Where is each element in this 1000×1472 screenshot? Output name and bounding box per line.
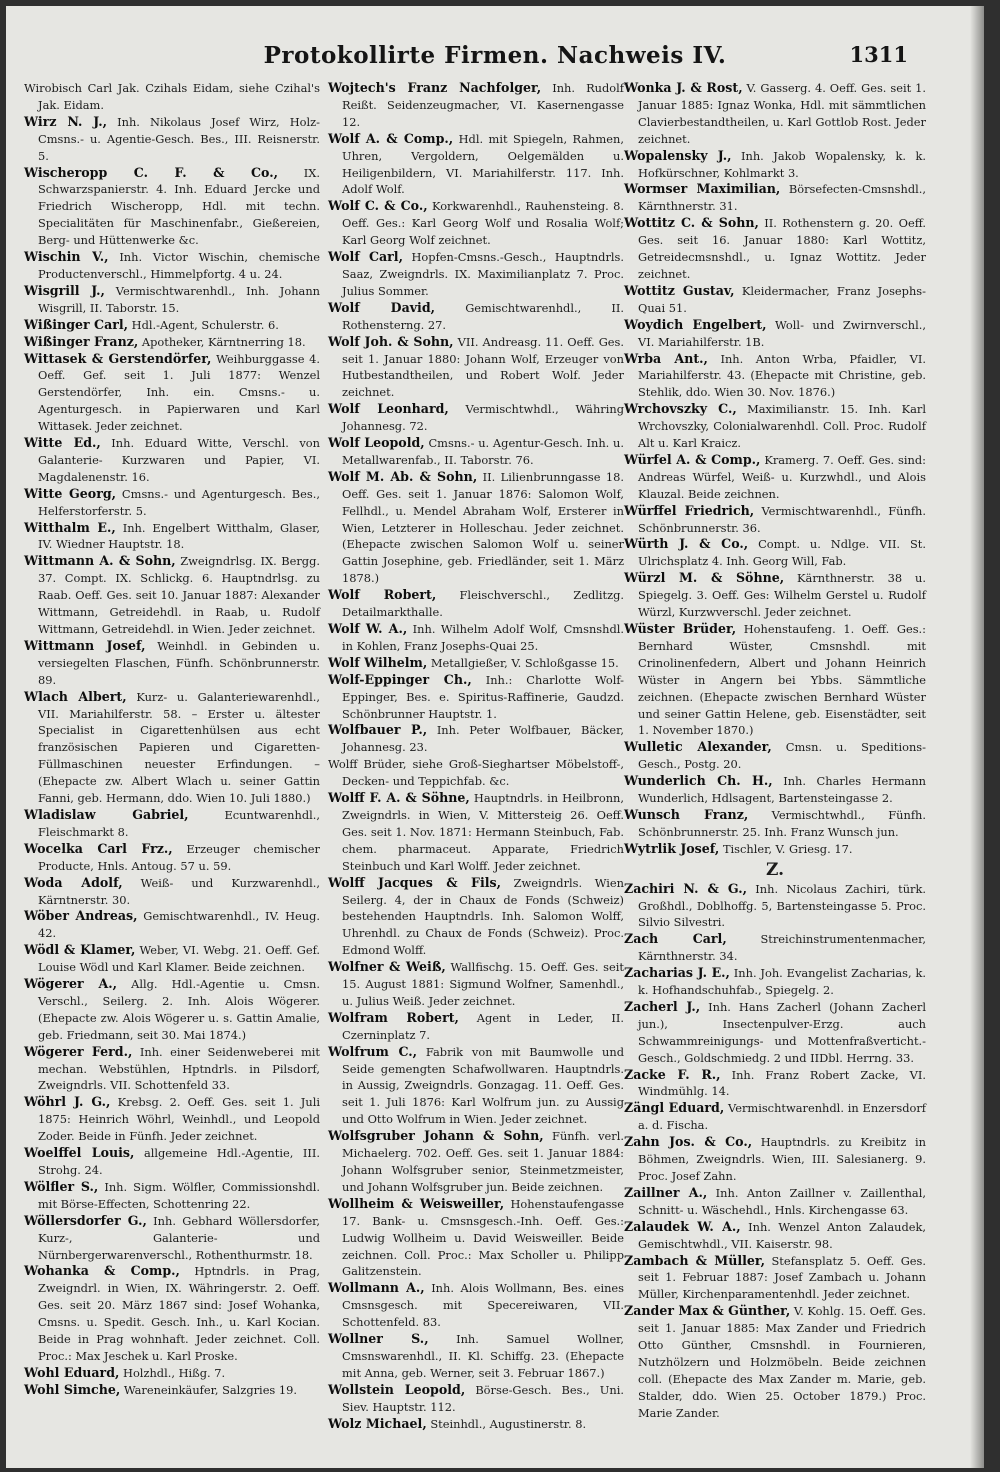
- entry-text: Gemischtwarenhdl., II. Rothensterng. 27.: [342, 300, 624, 332]
- entry-text: Inh. Gebhard Wöllersdorfer, Kurz-, Galanterie- und Nürnbergerwarenverschl., Rothenthurmstr. 18.: [38, 1213, 320, 1262]
- firm-name: Wulletic Alexander,: [624, 739, 772, 755]
- firm-name: Wölfler S.,: [24, 1178, 99, 1194]
- firm-name: Wollstein Leopold,: [328, 1381, 466, 1397]
- firm-name: Wittmann Josef,: [24, 637, 146, 653]
- entry-text: II. Lilienbrunngasse 18. Oeff. Ges. seit 1. Januar 1876: Salomon Wolf, Fellhdl., u. Mendel Abraham Wolf, Ersterer in Wien, Letzterer in Holleschau. Jeder zeichnet. (Ehepacte zwischen Salomon Wolf u. seiner Gattin Josephine, geb. Friedländer, seit 1. März 1878.): [342, 469, 625, 586]
- entry-text: Kramerg. 7. Oeff. Ges. sind: Andreas Würfel, Weiß- u. Kurzwhdl., und Alois Klauzal. Beide zeichnen.: [638, 452, 926, 501]
- directory-entry: [328, 1280, 624, 1331]
- directory-entry: [24, 283, 320, 317]
- entry-text: Weihburggasse 4. Oeff. Gef. seit 1. Juli 1877: Wenzel Gerstendörfer, Inh. ein. Cmsns.- u. Agenturgesch. in Papierwaren und Karl Wittasek. Jeder zeichnet.: [38, 351, 321, 434]
- firm-name: Wöhrl J. G.,: [24, 1094, 111, 1110]
- directory-entry: [24, 80, 320, 114]
- firm-name: Wüster Brüder,: [624, 621, 737, 636]
- entry-text: Inh. Hans Zacherl (Johann Zacherl jun.), Insectenpulver-Erzg. auch Schwammreinigungs- und Mottenfraßverticht.-Gesch., Goldschmiedg. 2 und IIDbl. Herrng. 33.: [638, 999, 926, 1065]
- firm-name: Wolf Joh. & Sohn,: [328, 333, 454, 349]
- directory-entry: [624, 80, 926, 148]
- directory-entry: [24, 841, 320, 875]
- directory-entry: [328, 756, 624, 790]
- firm-name: Zaillner A.,: [624, 1184, 708, 1200]
- firm-name: Wytrlik Josef,: [624, 840, 720, 856]
- directory-entry: [24, 165, 320, 250]
- entry-text: Inh. Nikolaus Josef Wirz, Holz-Cmsns.- u. Agentie-Gesch. Bes., III. Reisnerstr. 5.: [38, 114, 320, 163]
- entry-text: II. Rothenstern g. 20. Oeff. Ges. seit 16. Januar 1880: Karl Wottitz, Getreidecmsnshdl., u. Ignaz Wottitz. Jeder zeichnet.: [638, 216, 927, 281]
- firm-name: Wögerer Ferd.,: [24, 1043, 133, 1059]
- entry-text: Inh.: Charlotte Wolf-Eppinger, Bes. e. Spiritus-Raffinerie, Gaudzd. Schönbrunner Hauptstr. 1.: [342, 672, 625, 721]
- page-title: Protokollirte Firmen. Nachweis IV.: [263, 42, 727, 69]
- directory-entry: [328, 334, 624, 402]
- firm-name: Zängl Eduard,: [624, 1100, 725, 1116]
- directory-entry: [24, 249, 320, 283]
- directory-entry: [24, 334, 320, 351]
- entry-text: Inh. Anton Wrba, Pfaidler, VI. Mariahilferstr. 43. (Ehepacte mit Christine, geb. Stehlik, ddo. Wien 30. Nov. 1876.): [638, 351, 927, 400]
- directory-entry: [624, 881, 926, 932]
- directory-entry: [24, 553, 320, 638]
- directory-entry: [624, 621, 926, 739]
- firm-name: Wrchovszky C.,: [624, 401, 737, 417]
- entry-text: Vermischtwarenhdl., Inh. Johann Wisgrill, II. Taborstr. 15.: [38, 283, 321, 315]
- entry-text: Inh. Alois Wollmann, Bes. eines Cmsnsgesch. mit Specereiwaren, VII. Schottenfeld. 83.: [342, 1281, 625, 1330]
- entry-text: Metallgießer, V. Schloßgasse 15.: [430, 655, 619, 670]
- directory-entry: [624, 351, 926, 402]
- firm-name: Wisgrill J.,: [24, 282, 105, 298]
- directory-entry: [328, 198, 624, 249]
- entry-text: V. Kohlg. 15. Oeff. Ges. seit 1. Januar 1885: Max Zander und Friedrich Otto Günther, Cmsnshdl. in Fournieren, Nutzhölzern und Holzmöbeln. Beide zeichnen coll. (Ehepacte des Max Zander m. Marie, geb. Stalder, ddo. Wien 25. October 1879.) Proc. Marie Zander.: [638, 1304, 926, 1420]
- directory-entry: [24, 1263, 320, 1364]
- entry-text: Stefansplatz 5. Oeff. Ges. seit 1. Februar 1887: Josef Zambach u. Johann Müller, Kirchenparamentenhdl. Jeder zeichnet.: [638, 1253, 927, 1302]
- firm-name: Wirz N. J.,: [24, 113, 108, 129]
- entry-text: Allg. Hdl.-Agentie u. Cmsn. Verschl., Seilerg. 2. Inh. Alois Wögerer. (Ehepacte zw. Alois Wögerer u. s. Gattin Amalie, geb. Friedmann, seit 30. Mai 1874.): [38, 977, 320, 1042]
- entry-text: Hauptndrls. zu Kreibitz in Böhmen, Zweigndrls. Wien, III. Salesianerg. 9. Proc. Josef Zahn.: [638, 1135, 926, 1183]
- directory-entry: [24, 317, 320, 334]
- firm-name: Wohanka & Comp.,: [24, 1263, 180, 1279]
- entry-text: Wareneinkäufer, Salzgries 19.: [123, 1382, 298, 1397]
- firm-name: Wolz Michael,: [328, 1415, 427, 1431]
- entry-text: Erzeuger chemischer Producte, Hnls. Antoug. 57 u. 59.: [38, 841, 320, 873]
- entry-text: Fabrik von mit Baumwolle und Seide gemengten Schafwollwaren. Hauptndrls. in Aussig, Zweigndrls. Gonzagag. 11. Oeff. Ges. seit 1. Juli 1876: Karl Wolfrum jun. zu Aussig und Otto Wolfrum in Wien. Jeder zeichnet.: [342, 1044, 625, 1127]
- directory-entry: [624, 807, 926, 841]
- column-right: [624, 80, 926, 1422]
- directory-entry: [24, 908, 320, 942]
- entry-text: Inh. Franz Robert Zacke, VI. Windmühlg. 14.: [638, 1067, 927, 1099]
- entry-text: Maximilianstr. 15. Inh. Karl Wrchovszky, Colonialwarenhdl. Coll. Proc. Rudolf Alt u. Karl Kraicz.: [638, 402, 926, 451]
- firm-name: Wohl Simche,: [24, 1381, 121, 1397]
- firm-name: Wojtech's Franz Nachfolger,: [328, 80, 542, 95]
- firm-name: Wopalensky J.,: [624, 147, 732, 163]
- directory-entry: [624, 739, 926, 773]
- directory-entry: [24, 1145, 320, 1179]
- directory-entry: [328, 435, 624, 469]
- directory-entry: [624, 503, 926, 537]
- entry-text: Cmsns.- und Agenturgesch. Bes., Helferstorferstr. 5.: [38, 486, 320, 518]
- entry-text: Inh. Joh. Evangelist Zacharias, k. k. Hofhandschuhfab., Spiegelg. 2.: [638, 966, 927, 998]
- directory-entry: [328, 80, 624, 131]
- firm-name: Wolf C. & Co.,: [328, 198, 428, 214]
- directory-entry: [624, 317, 926, 351]
- firm-name: Wödl & Klamer,: [24, 942, 136, 958]
- firm-name: Wögerer A.,: [24, 976, 118, 992]
- entry-text: allgemeine Hdl.-Agentie, III. Strohg. 24.: [38, 1146, 320, 1177]
- firm-name: Wormser Maximilian,: [624, 181, 781, 197]
- entry-text: Compt. u. Ndlge. VII. St. Ulrichsplatz 4. Inh. Georg Will, Fab.: [638, 537, 926, 569]
- directory-entry: [624, 1100, 926, 1134]
- directory-entry: [624, 1185, 926, 1219]
- firm-name: Wolf M. Ab. & Sohn,: [328, 468, 478, 484]
- firm-name: Würth J. & Co.,: [624, 536, 749, 552]
- firm-name: Woydich Engelbert,: [624, 316, 767, 332]
- firm-name: Wolf Robert,: [328, 587, 437, 603]
- entry-text: Vermischtwarenhdl., Fünfh. Schönbrunnerstr. 36.: [638, 503, 927, 535]
- entry-text: Holzhdl., Hißg. 7.: [123, 1365, 226, 1380]
- firm-name: Wollheim & Weisweiller,: [328, 1195, 505, 1211]
- directory-entry: [24, 435, 320, 486]
- directory-entry: [328, 655, 624, 672]
- entry-text: Weiß- und Kurzwarenhdl., Kärntnerstr. 30.: [38, 875, 320, 907]
- directory-entry: [24, 351, 320, 436]
- directory-entry: [624, 841, 926, 858]
- firm-name: Wolf Wilhelm,: [328, 654, 428, 670]
- firm-name: Witte Ed.,: [24, 435, 101, 451]
- entry-text: Inh. Rudolf Reißt. Seidenzeugmacher, VI. Kasernengasse 12.: [342, 81, 624, 129]
- firm-name: Wischin V.,: [24, 249, 109, 265]
- directory-entry: [624, 401, 926, 452]
- firm-name: Woda Adolf,: [24, 874, 123, 890]
- directory-entry: [24, 1179, 320, 1213]
- firm-name: Wollmann A.,: [328, 1280, 425, 1296]
- page-header: [6, 42, 984, 74]
- firm-name: Zachiri N. & G.,: [624, 880, 748, 896]
- directory-entry: [328, 722, 624, 756]
- directory-entry: [624, 536, 926, 570]
- firm-name: Wöllersdorfer G.,: [24, 1212, 147, 1228]
- entry-text: Hdl.-Agent, Schulerstr. 6.: [131, 317, 279, 332]
- directory-entry: [24, 875, 320, 909]
- entry-text: Steinhdl., Augustinerstr. 8.: [430, 1416, 587, 1431]
- firm-name: Wonka J. & Rost,: [624, 80, 743, 95]
- firm-name: Wittmann A. & Sohn,: [24, 553, 176, 569]
- entry-text: Wallfischg. 15. Oeff. Ges. seit 15. August 1881: Sigmund Wolfner, Samenhdl., u. Julius Weiß. Jeder zeichnet.: [342, 960, 624, 1008]
- directory-entry: [328, 249, 624, 300]
- entry-text: Tischler, V. Griesg. 17.: [722, 841, 853, 856]
- section-letter: Z.: [765, 859, 785, 880]
- directory-entry: [624, 1219, 926, 1253]
- entry-text: Hdl. mit Spiegeln, Rahmen, Uhren, Vergoldern, Oelgemälden u. Heiligenbildern, VI. Mariahilferstr. 117. Inh. Adolf Wolf.: [342, 131, 624, 197]
- directory-entry: [328, 790, 624, 875]
- entry-text: Wirobisch Carl Jak. Czihals Eidam, siehe Czihal's Jak. Eidam.: [24, 81, 320, 112]
- entry-text: Gemischtwarenhdl., IV. Heug. 42.: [38, 909, 321, 941]
- firm-name: Wladislaw Gabriel,: [24, 806, 189, 822]
- firm-name: Zacke F. R.,: [624, 1066, 721, 1082]
- entry-text: Inh. Charles Hermann Wunderlich, Hdlsagent, Bartensteingasse 2.: [638, 774, 927, 806]
- directory-entry: [328, 1382, 624, 1416]
- entry-text: Fleischverschl., Zedlitzg. Detailmarkthalle.: [342, 588, 625, 620]
- entry-text: Ecuntwarenhdl., Fleischmarkt 8.: [38, 807, 321, 839]
- entry-text: Kleidermacher, Franz Josephs-Quai 51.: [638, 283, 926, 315]
- directory-entry: [328, 1196, 624, 1281]
- directory-entry: [624, 215, 926, 283]
- directory-entry: [624, 181, 926, 215]
- entry-text: Streichinstrumentenmacher, Kärnthnerstr. 34.: [638, 932, 926, 964]
- directory-entry: [328, 875, 624, 960]
- firm-name: Woelffel Louis,: [24, 1145, 135, 1161]
- directory-entry: [24, 114, 320, 165]
- entry-text: Weinhdl. in Gebinden u. versiegelten Flaschen, Fünfh. Schönbrunnerstr. 89.: [38, 638, 321, 687]
- directory-entry: [24, 807, 320, 841]
- entry-text: Inh. Sigm. Wölfler, Commissionshdl. mit Börse-Effecten, Schottenring 22.: [38, 1179, 321, 1211]
- entry-text: Fünfh. verl. Michaelerg. 702. Oeff. Ges. seit 1. Januar 1884: Johann Wolfsgruber senior, Steinmetzmeister, und Johann Wolfsgruber jun. Beide zeichnen.: [342, 1129, 625, 1194]
- firm-name: Wolff Jacques & Fils,: [328, 874, 501, 890]
- entry-text: IX. Schwarzspanierstr. 4. Inh. Eduard Jercke und Friedrich Wischeropp, Hdl. mit techn. Specialitäten für Maschinenfabr., Gießereien, Berg- und Hüttenwerke &c.: [38, 165, 321, 248]
- entry-text: Cmsn. u. Speditions-Gesch., Postg. 20.: [638, 740, 926, 772]
- firm-name: Wottitz C. & Sohn,: [624, 215, 759, 231]
- directory-entry: [624, 1067, 926, 1101]
- entry-text: Vermischtwhdl., Währing Johannesg. 72.: [342, 402, 625, 434]
- firm-name: Wolf Leonhard,: [328, 401, 449, 417]
- directory-entry: [328, 1416, 624, 1433]
- page-edge-shadow: [970, 6, 984, 1468]
- entry-text: Hptndrls. in Prag, Zweigndrl. in Wien, IX. Währingerstr. 2. Oeff. Ges. seit 20. März 1867 sind: Josef Wohanka, Cmsns. u. Spedit. Gesch. Inh., u. Karl Kocian. Beide in Prag wohnhaft. Jeder zeichnet. Coll. Proc.: Max Jeschek u. Karl Proske.: [38, 1264, 320, 1363]
- firm-name: Wottitz Gustav,: [624, 282, 735, 298]
- entry-text: Inh. einer Seidenweberei mit mechan. Webstühlen, Hptndrls. in Pilsdorf, Zweigndrls. VII. Schottenfeld 33.: [38, 1044, 320, 1093]
- firm-name: Wolf David,: [328, 299, 436, 315]
- entry-text: Cmsns.- u. Agentur-Gesch. Inh. u. Metallwarenfab., II. Taborstr. 76.: [342, 436, 624, 467]
- firm-name: Wißinger Franz,: [24, 333, 139, 349]
- firm-name: Zambach & Müller,: [624, 1252, 766, 1268]
- firm-name: Wischeropp C. F. & Co.,: [24, 164, 278, 180]
- entry-text: Inh. Anton Zaillner v. Zaillenthal, Schnitt- u. Wäschehdl., Hnls. Kirchengasse 63.: [638, 1185, 926, 1217]
- firm-name: Wolf Carl,: [328, 249, 403, 265]
- entry-text: Börse-Gesch. Bes., Uni. Siev. Hauptstr. 112.: [342, 1382, 624, 1414]
- directory-entry: [24, 1382, 320, 1399]
- entry-text: Inh. Peter Wolfbauer, Bäcker, Johannesg. 23.: [342, 723, 624, 755]
- firm-name: Würfel A. & Comp.,: [624, 451, 761, 467]
- firm-name: Wolfsgruber Johann & Sohn,: [328, 1128, 544, 1144]
- entry-text: Vermischtwhdl., Fünfh. Schönbrunnerstr. 25. Inh. Franz Wunsch jun.: [638, 807, 926, 839]
- firm-name: Würzl M. & Söhne,: [624, 570, 785, 586]
- firm-name: Zahn Jos. & Co.,: [624, 1134, 753, 1150]
- directory-page: [6, 6, 984, 1468]
- entry-text: Kärnthnerstr. 38 u. Spiegelg. 3. Oeff. Ges: Wilhelm Gerstel u. Rudolf Würzl, Kurzwverschl. Jeder zeichnet.: [638, 571, 926, 620]
- firm-name: Zach Carl,: [624, 931, 727, 947]
- directory-entry: [328, 1128, 624, 1196]
- firm-name: Wißinger Carl,: [24, 316, 129, 332]
- directory-entry: [624, 931, 926, 965]
- entry-text: V. Gasserg. 4. Oeff. Ges. seit 1. Januar 1885: Ignaz Wonka, Hdl. mit sämmtlichen Clavierbestandtheilen, u. Karl Gottlob Rost. Jeder zeichnet.: [638, 81, 926, 146]
- firm-name: Wolfbauer P.,: [328, 722, 428, 738]
- directory-entry: [24, 1213, 320, 1264]
- firm-name: Wöber Andreas,: [24, 908, 138, 924]
- firm-name: Wolff F. A. & Söhne,: [328, 790, 470, 806]
- firm-name: Wollner S.,: [328, 1331, 429, 1347]
- directory-entry: [24, 1094, 320, 1145]
- firm-name: Wunderlich Ch. H.,: [624, 773, 773, 789]
- directory-entry: [24, 976, 320, 1044]
- entry-text: Wolff Brüder, siehe Groß-Sieghartser Möbelstoff-, Decken- und Teppichfab. &c.: [328, 757, 624, 789]
- entry-text: Inh. Victor Wischin, chemische Productenverschl., Himmelpfortg. 4 u. 24.: [38, 250, 320, 281]
- firm-name: Würffel Friedrich,: [624, 502, 755, 518]
- entry-text: Apotheker, Kärntnerring 18.: [141, 334, 306, 349]
- entry-text: Börsefecten-Cmsnshdl., Kärnthnerstr. 31.: [638, 182, 926, 214]
- directory-entry: [624, 773, 926, 807]
- entry-text: Krebsg. 2. Oeff. Ges. seit 1. Juli 1875: Heinrich Wöhrl, Weinhdl., und Leopold Zoder. Beide in Fünfh. Jeder zeichnet.: [38, 1095, 320, 1144]
- firm-name: Wocelka Carl Frz.,: [24, 840, 173, 856]
- directory-entry: [24, 942, 320, 976]
- column-left: [24, 80, 320, 1399]
- entry-text: Zweigndrlsg. IX. Bergg. 37. Compt. IX. Schlickg. 6. Hauptndrlsg. zu Raab. Oeff. Ges. seit 10. Januar 1887: Alexander Wittmann, Getreidehdl. in Raab, u. Rudolf Wittmann, Getreidehdl. in Wien. Jeder zeichnet.: [38, 554, 321, 636]
- entry-text: Zweigndrls. Wien Seilerg. 4, der in Chaux de Fonds (Schweiz) bestehenden Hauptndrls. Inh. Salomon Wolff, Uhrenhdl. zu Chaux de Fonds (Schweiz). Proc. Edmond Wolff.: [342, 875, 624, 958]
- directory-entry: [328, 621, 624, 655]
- firm-name: Wolf A. & Comp.,: [328, 130, 454, 146]
- directory-entry: [24, 689, 320, 807]
- firm-name: Wrba Ant.,: [624, 350, 708, 366]
- entry-text: Inh. Wilhelm Adolf Wolf, Cmsnshdl. in Kohlen, Franz Josephs-Quai 25.: [342, 622, 625, 653]
- directory-entry: [328, 1010, 624, 1044]
- firm-name: Witte Georg,: [24, 485, 117, 501]
- directory-entry: [624, 452, 926, 503]
- firm-name: Wittasek & Gerstendörfer,: [24, 350, 212, 366]
- entry-text: VII. Andreasg. 11. Oeff. Ges. seit 1. Januar 1880: Johann Wolf, Erzeuger von Hutbestandtheilen, und Robert Wolf. Jeder zeichnet.: [342, 334, 624, 400]
- page-number: 1311: [849, 42, 908, 67]
- entry-text: Hohenstaufeng. 1. Oeff. Ges.: Bernhard Wüster, Cmsnshdl. mit Crinolinenfedern, Albert und Johann Heinrich Wüster in Angern bei Ybbs. Sämmtliche zeichnen. (Ehepacte zwischen Bernhard Wüster und seiner Gattin Helene, geb. Eisenstädter, seit 1. November 1870.): [638, 622, 926, 738]
- directory-entry: [24, 638, 320, 689]
- entry-text: Weber, VI. Webg. 21. Oeff. Gef. Louise Wödl und Karl Klamer. Beide zeichnen.: [38, 943, 321, 975]
- directory-entry: [328, 959, 624, 1010]
- directory-entry: [328, 1044, 624, 1129]
- entry-text: Hohenstaufengasse 17. Bank- u. Cmsnsgesch.-Inh. Oeff. Ges.: Ludwig Wollheim u. David Weisweiller. Beide zeichnen. Coll. Proc.: Max Scholler u. Philipp Galitzenstein.: [342, 1196, 625, 1279]
- directory-entry: [24, 520, 320, 554]
- firm-name: Zander Max & Günther,: [624, 1303, 791, 1319]
- column-middle: [328, 80, 624, 1433]
- entry-text: Inh. Samuel Wollner, Cmsnswarenhdl., II. Kl. Schiffg. 23. (Ehepacte mit Anna, geb. Werner, seit 3. Februar 1867.): [342, 1332, 624, 1380]
- entry-text: Inh. Engelbert Witthalm, Glaser, IV. Wiedner Hauptstr. 18.: [38, 520, 320, 552]
- directory-entry: [624, 1134, 926, 1185]
- directory-entry: [24, 486, 320, 520]
- firm-name: Witthalm E.,: [24, 519, 116, 535]
- directory-entry: [624, 283, 926, 317]
- directory-entry: [328, 587, 624, 621]
- firm-name: Zacherl J.,: [624, 998, 701, 1014]
- directory-entry: [24, 1365, 320, 1382]
- entry-text: Inh. Eduard Witte, Verschl. von Galanterie- Kurzwaren und Papier, VI. Magdalenenstr. 16.: [38, 436, 320, 484]
- directory-entry: [328, 131, 624, 199]
- entry-text: Woll- und Zwirnverschl., VI. Mariahilferstr. 1B.: [638, 317, 926, 349]
- entry-text: Korkwarenhdl., Rauhensteing. 8. Oeff. Ges.: Karl Georg Wolf und Rosalia Wolf; Karl Georg Wolf zeichnet.: [342, 199, 625, 248]
- firm-name: Wolfner & Weiß,: [328, 959, 446, 975]
- firm-name: Zacharias J. E.,: [624, 965, 730, 981]
- firm-name: Wolf W. A.,: [328, 621, 408, 636]
- directory-entry: [624, 570, 926, 621]
- entry-text: Vermischtwarenhdl. in Enzersdorf a. d. Fischa.: [638, 1101, 927, 1133]
- directory-entry: [624, 148, 926, 182]
- directory-entry: [328, 469, 624, 587]
- directory-entry: [328, 401, 624, 435]
- firm-name: Wolfram Robert,: [328, 1009, 459, 1025]
- entry-text: Inh. Jakob Wopalensky, k. k. Hofkürschner, Kohlmarkt 3.: [638, 148, 926, 180]
- directory-entry: [328, 1331, 624, 1382]
- entry-text: Hauptndrls. in Heilbronn, Zweigndrls. in Wien, V. Mittersteig 26. Oeff. Ges. seit 1. Nov. 1871: Hermann Steinbuch, Fab. chem. pharmaceut. Apparate, Friedrich Steinbuch und Karl Wolff. Jeder zeichnet.: [342, 791, 625, 873]
- entry-text: Agent in Leder, II. Czerninplatz 7.: [342, 1010, 624, 1042]
- directory-entry: [328, 672, 624, 723]
- directory-entry: [624, 1253, 926, 1304]
- entry-text: Hopfen-Cmsns.-Gesch., Hauptndrls. Saaz, Zweigndrls. IX. Maximilianplatz 7. Proc. Julius Sommer.: [342, 250, 624, 298]
- firm-name: Wohl Eduard,: [24, 1364, 120, 1380]
- directory-entry: [624, 965, 926, 999]
- firm-name: Wolf-Eppinger Ch.,: [328, 671, 472, 687]
- directory-entry: [328, 300, 624, 334]
- directory-entry: [624, 999, 926, 1067]
- entry-text: Kurz- u. Galanteriewarenhdl., VII. Mariahilferstr. 58. – Erster u. ältester Specialist in Cigarettenhülsen aus echt französischen Papieren und Cigaretten-Füllmaschinen neuester Erfindungen. – (Ehepacte zw. Albert Wlach u. seiner Gattin Fanni, geb. Hermann, ddo. Wien 10. Juli 1880.): [38, 689, 320, 806]
- firm-name: Zalaudek W. A.,: [624, 1218, 741, 1234]
- directory-entry: [24, 1044, 320, 1095]
- directory-entry: [624, 1303, 926, 1421]
- entry-text: Inh. Wenzel Anton Zalaudek, Gemischtwhdl., VII. Kaiserstr. 98.: [638, 1219, 927, 1251]
- firm-name: Wolf Leopold,: [328, 435, 425, 451]
- firm-name: Wolfrum C.,: [328, 1043, 418, 1059]
- firm-name: Wunsch Franz,: [624, 806, 749, 822]
- entry-text: Inh. Nicolaus Zachiri, türk. Großhdl., Doblhoffg. 5, Bartensteingasse 5. Proc. Silvio Silvestri.: [638, 881, 927, 930]
- firm-name: Wlach Albert,: [24, 688, 127, 704]
